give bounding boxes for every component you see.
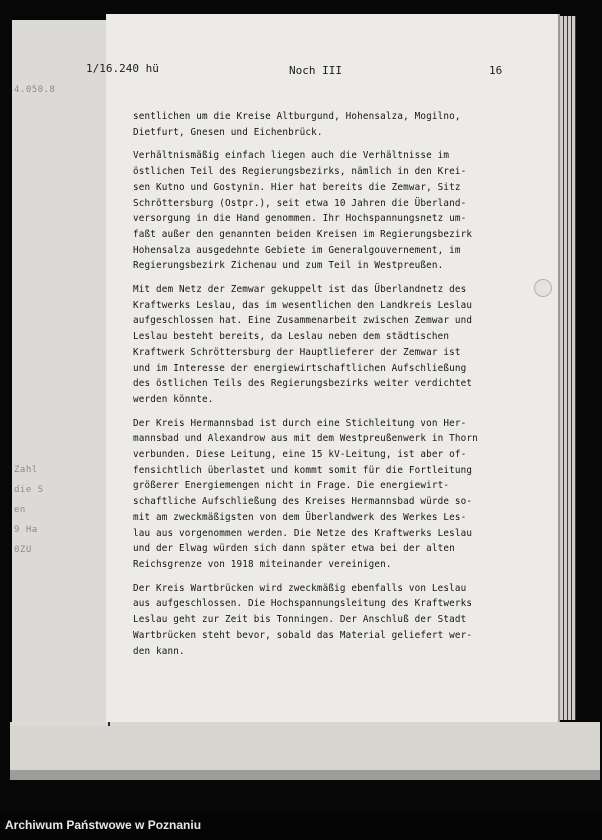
page-number: 16 [489,64,503,77]
text-line: aufgeschlossen hat. Eine Zusammenarbeit zwischen Zemwar und [133,315,473,327]
paragraph [133,282,533,408]
text-line: fensichtlich überlastet und kommt somit für die Fortleitung [133,464,473,476]
underlying-text-line [14,440,94,460]
text-line: Leslau besteht bereits, da Leslau neben dem städtischen [133,331,450,343]
text-line: sen Kutno und Gostynin. Hier hat bereits die Zemwar, Sitz [133,181,461,193]
underlying-text-line [14,280,94,300]
text-line: östlichen Teil des Regierungsbezirks, nämlich in den Krei- [133,166,467,178]
underlying-text-line: Zahl [14,465,38,475]
underlying-text-line [14,420,94,440]
text-line: Reichsgrenze von 1918 miteinander vereinigen. [133,558,392,570]
text-line: faßt außer den genannten beiden Kreisen im Regierungsbezirk [133,228,473,240]
underlying-page-text [14,80,94,560]
text-line: Leslau geht zur Zeit bis Tonningen. Der Anschluß der Stadt [133,614,467,626]
paragraph [133,581,533,660]
text-line: mit am zweckmäßigsten von dem Überlandwerk des Werkes Les- [133,511,467,523]
underlying-text-line: 9 Ha [14,525,38,535]
text-line: Dietfurt, Gnesen und Eichenbrück. [133,126,323,138]
paragraph [133,109,533,140]
text-line: Der Kreis Hermannsbad ist durch eine Stichleitung von Her- [133,417,467,429]
text-line: Kraftwerk Schröttersburg der Hauptlieferer der Zemwar ist [133,346,461,358]
text-line: und der Elwag würden sich dann später etwa bei der alten [133,543,455,555]
underlying-text-line [14,200,94,220]
text-line: Verhältnismäßig einfach liegen auch die Verhältnisse im [133,150,450,162]
underlying-text-line [14,140,94,160]
underlying-text-line: en [14,505,26,515]
underlying-text-line [14,100,94,120]
document-reference: 1/16.240 hü [86,62,159,75]
text-line: sentlichen um die Kreise Altburgund, Hohensalza, Mogilno, [133,111,461,122]
underlying-text-line [14,120,94,140]
underlying-text-line [14,360,94,380]
underlying-text-line: 4.050.8 [14,85,56,95]
document-body [133,109,533,667]
text-line: Der Kreis Wartbrücken wird zweckmäßig ebenfalls von Leslau [133,582,467,594]
text-line: Kraftwerks Leslau, das im wesentlichen den Landkreis Leslau [133,299,473,311]
text-line: versorgung in die Hand genommen. Ihr Hochspannungsnetz um- [133,213,467,225]
text-line: Wartbrücken steht bevor, sobald das Material geliefert wer- [133,629,473,641]
paragraph [133,416,533,573]
underlying-page [12,20,110,726]
scanner-bed-shadow [10,770,600,780]
text-line: größerer Energiemengen nicht in Frage. Die energiewirt- [133,480,450,492]
text-line: Hohensalza ausgedehnte Gebiete im Generalgouvernement, im [133,244,461,256]
section-heading: Noch III [289,64,342,77]
text-line: Regierungsbezirk Zichenau und zum Teil in Westpreußen. [133,260,444,272]
text-line: mannsbad und Alexandrow aus mit dem Westpreußenwerk in Thorn [133,433,478,445]
underlying-text-line [14,180,94,200]
underlying-text-line [14,300,94,320]
text-line: des östlichen Teils des Regierungsbezirks weiter verdichtet [133,378,473,390]
underlying-text-line [14,260,94,280]
underlying-text-line [14,320,94,340]
text-line: und im Interesse der energiewirtschaftlichen Aufschließung [133,362,467,374]
underlying-text-line [14,220,94,240]
underlying-text-line [14,240,94,260]
underlying-text-line: 0ZU [14,545,32,555]
punch-hole [534,279,552,297]
text-line: Mit dem Netz der Zemwar gekuppelt ist das Überlandnetz des [133,284,467,296]
underlying-text-line: die S [14,485,44,495]
text-line: werden könnte. [133,393,214,405]
text-line: den kann. [133,645,185,657]
text-line: verbunden. Diese Leitung, eine 15 kV-Leitung, ist aber of- [133,449,467,461]
text-line: Schröttersburg (Ostpr.), seit etwa 10 Jahren die Überland- [133,197,467,209]
underlying-text-line [14,340,94,360]
text-line: schaftliche Aufschließung des Kreises Hermannsbad würde so- [133,496,473,508]
text-line: lau aus vorgenommen werden. Die Netze des Kraftwerks Leslau [133,527,473,539]
text-line: aus aufgeschlossen. Die Hochspannungsleitung des Kraftwerks [133,598,473,610]
archive-watermark: Archiwum Państwowe w Poznaniu [5,818,202,832]
underlying-text-line [14,400,94,420]
underlying-text-line [14,380,94,400]
underlying-text-line [14,160,94,180]
paragraph [133,148,533,274]
